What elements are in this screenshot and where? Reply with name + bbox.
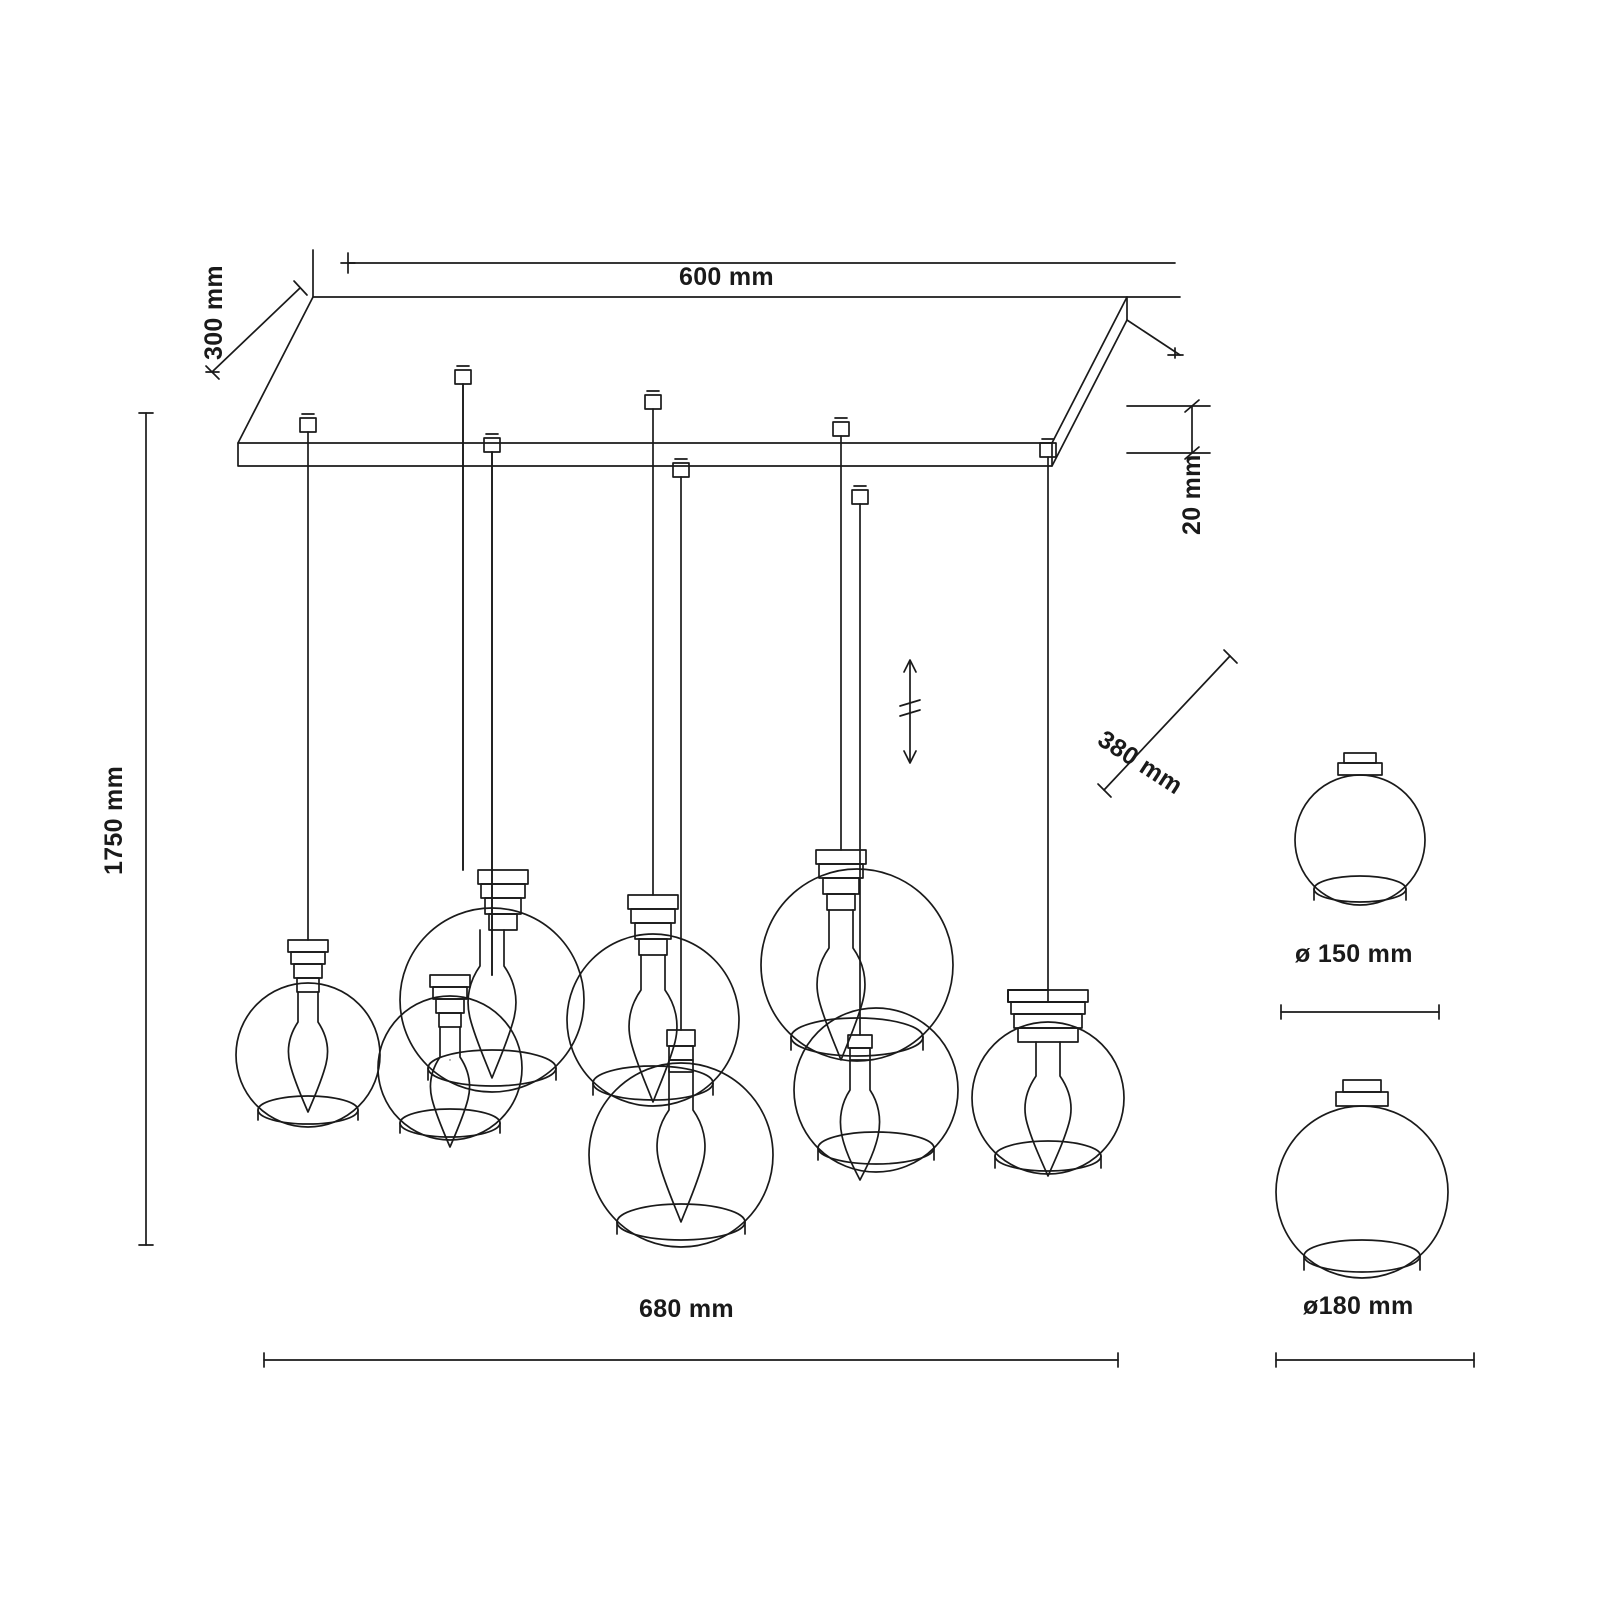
detail-shade-small [1281, 753, 1439, 1019]
pendant-4 [567, 391, 739, 1106]
canopy-body [238, 297, 1127, 466]
dim-label-canopy-width: 300 mm [200, 265, 228, 360]
pendant-8 [972, 439, 1124, 1176]
detail-shade-large [1276, 1080, 1474, 1367]
height-adjust-symbol [900, 660, 920, 763]
pendant-2 [378, 434, 522, 1147]
dim-label-shade-large-diameter: ø180 mm [1303, 1292, 1414, 1320]
pendant-1 [236, 414, 380, 1127]
dim-label-overall-width: 680 mm [639, 1295, 734, 1323]
pendant-5 [589, 459, 773, 1247]
dim-label-canopy-thickness: 20 mm [1178, 454, 1206, 535]
dim-680mm [264, 1353, 1118, 1367]
pendant-7 [794, 486, 958, 1180]
dim-label-adjustable-drop: 380 mm [1092, 725, 1188, 801]
dim-label-canopy-length: 600 mm [679, 263, 774, 291]
dim-20mm [1127, 400, 1210, 459]
pendant-6 [761, 418, 953, 1061]
dim-1750mm [139, 413, 153, 1245]
dim-label-total-height: 1750 mm [100, 765, 128, 875]
dim-label-shade-small-diameter: ø 150 mm [1295, 940, 1413, 968]
